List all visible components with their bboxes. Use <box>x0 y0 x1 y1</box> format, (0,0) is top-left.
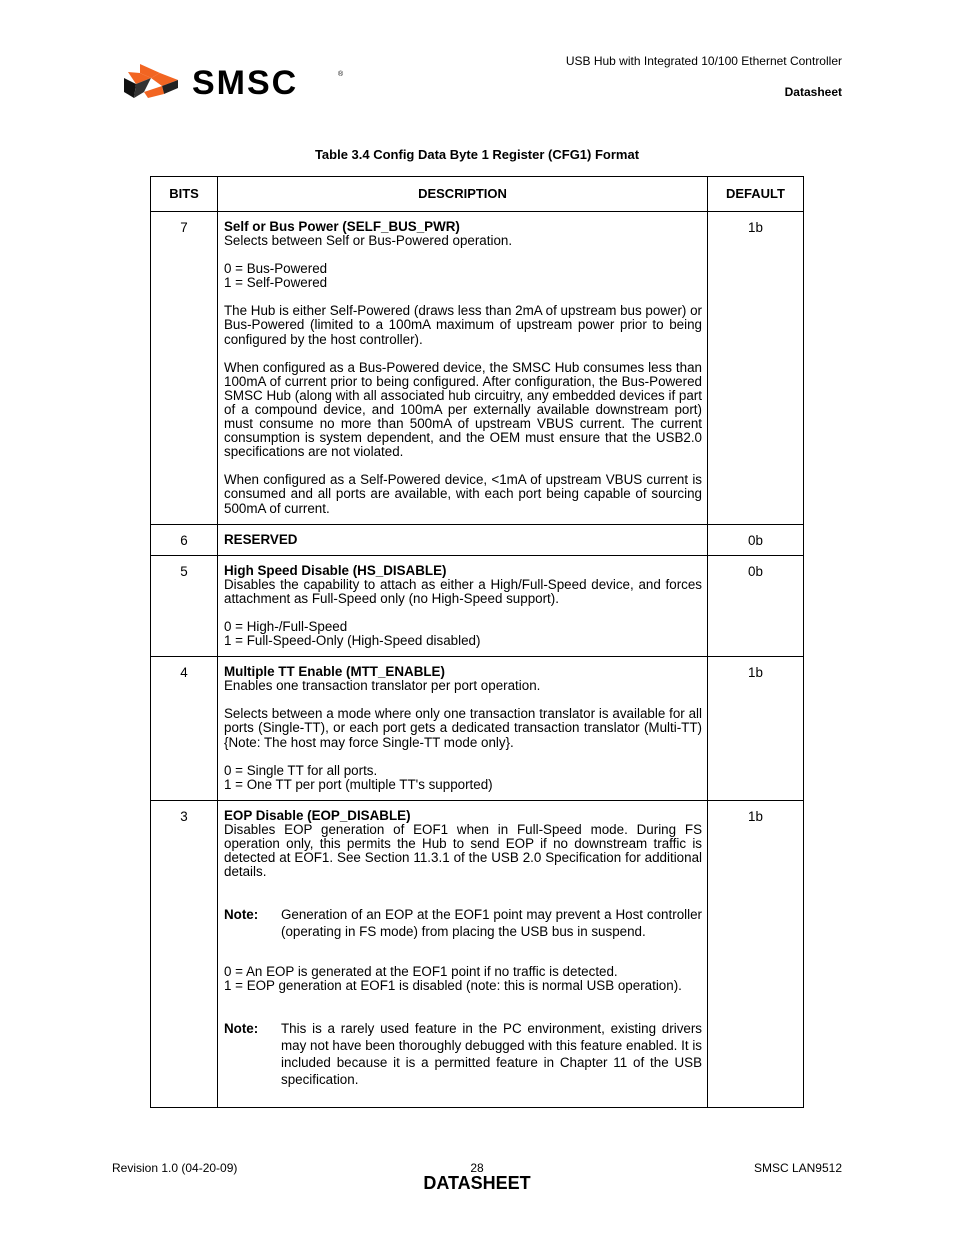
field-summary: Disables EOP generation of EOF1 when in Full-Speed mode. During FS operation only, this permits the Hub to send EOP if no downstream traffic is detected at EOF1. See Section 11.3.1 of the USB 2.0 Specification for additional details. <box>224 821 702 880</box>
field-value: 0 = High-/Full-Speed <box>224 618 348 634</box>
field-value: 1 = Self-Powered <box>224 275 328 291</box>
note-block <box>224 1020 702 1088</box>
note-label: Note: <box>224 907 259 923</box>
table-row <box>151 657 804 801</box>
table-row <box>151 212 804 525</box>
smsc-logo <box>122 62 348 102</box>
field-value: 1 = Full-Speed-Only (High-Speed disabled) <box>224 633 481 649</box>
bits-cell: 6 <box>151 524 218 555</box>
footer-doc-type: DATASHEET <box>423 1173 531 1193</box>
field-paragraph: When configured as a Bus-Powered device, the SMSC Hub consumes less than 100mA of current prior to being configured. After configuration, the Bus-Powered SMSC Hub (along with all associated hub circuitry, any embedded devices if part of a compound device, and 100mA per externally available downstream port) must consume no more than 500mA of upstream VBUS current. The current consumption is system dependent, and the OEM must ensure that the USB2.0 specifications are not violated. <box>224 359 702 460</box>
field-summary: Enables one transaction translator per port operation. <box>224 678 541 694</box>
table-header-row <box>151 177 804 212</box>
svg-text:®: ® <box>338 71 344 78</box>
bits-cell: 5 <box>151 555 218 656</box>
table-row <box>151 800 804 1108</box>
note-block <box>224 906 702 940</box>
table-row <box>151 555 804 656</box>
description-cell <box>218 657 708 801</box>
field-paragraph: Selects between a mode where only one transaction translator is available for all ports (Single-TT), or each port gets a dedicated transaction translator (Multi-TT) {Note: The host may force Single-TT mode only}. <box>224 706 702 750</box>
header-bits: BITS <box>151 177 218 212</box>
field-title: Multiple TT Enable (MTT_ENABLE) <box>224 664 445 680</box>
bits-cell: 4 <box>151 657 218 801</box>
note-text: Generation of an EOP at the EOF1 point may prevent a Host controller (operating in FS mode) from placing the USB bus in suspend. <box>281 907 702 940</box>
field-title: RESERVED <box>224 531 298 547</box>
field-value: 0 = Single TT for all ports. <box>224 762 378 778</box>
field-summary: Selects between Self or Bus-Powered operation. <box>224 233 513 249</box>
bits-cell: 7 <box>151 212 218 525</box>
description-cell <box>218 800 708 1108</box>
cfg1-register-table <box>150 176 804 1108</box>
footer-revision: Revision 1.0 (04-20-09) <box>112 1161 238 1175</box>
description-cell <box>218 555 708 656</box>
header-description: DESCRIPTION <box>218 177 708 212</box>
field-title: High Speed Disable (HS_DISABLE) <box>224 562 447 578</box>
header-doc-title: USB Hub with Integrated 10/100 Ethernet Controller <box>565 54 842 68</box>
default-cell: 0b <box>708 555 804 656</box>
note-label: Note: <box>224 1021 259 1037</box>
description-cell <box>218 212 708 525</box>
header-default: DEFAULT <box>708 177 804 212</box>
note-text: This is a rarely used feature in the PC environment, existing drivers may not have been thoroughly debugged with this feature enabled. It is included because it is a permitted feature in Chapter 11 of the USB specification. <box>281 1021 702 1088</box>
field-paragraph: The Hub is either Self-Powered (draws less than 2mA of upstream bus power) or Bus-Powered (limited to a 100mA maximum of upstream power prior to being configured by the host controller). <box>224 303 702 347</box>
field-value: 1 = One TT per port (multiple TT's supported) <box>224 776 493 792</box>
table-caption: Table 3.4 Config Data Byte 1 Register (CFG1) Format <box>314 147 640 162</box>
field-title: EOP Disable (EOP_DISABLE) <box>224 807 411 823</box>
field-paragraph: When configured as a Self-Powered device, <1mA of upstream VBUS current is consumed and all ports are available, with each port being capable of sourcing 500mA of current. <box>224 472 702 516</box>
default-cell: 1b <box>708 800 804 1108</box>
default-cell: 1b <box>708 212 804 525</box>
default-cell: 0b <box>708 524 804 555</box>
description-cell <box>218 524 708 555</box>
smsc-logo-mark <box>124 64 178 98</box>
field-title: Self or Bus Power (SELF_BUS_PWR) <box>224 219 460 234</box>
field-summary: Disables the capability to attach as either a High/Full-Speed device, and forces attachment as Full-Speed only (no High-Speed support). <box>224 576 702 606</box>
smsc-logo-text: SMSC <box>192 64 299 102</box>
bits-cell: 3 <box>151 800 218 1108</box>
footer-part-number: SMSC LAN9512 <box>753 1161 842 1175</box>
field-value: 0 = An EOP is generated at the EOF1 point if no traffic is detected. <box>224 964 618 980</box>
field-value: 0 = Bus-Powered <box>224 261 328 277</box>
footer-page-number: 28 <box>470 1161 484 1175</box>
default-cell: 1b <box>708 657 804 801</box>
table-row <box>151 524 804 555</box>
header-doc-type: Datasheet <box>784 85 842 99</box>
field-value: 1 = EOP generation at EOF1 is disabled (note: this is normal USB operation). <box>224 978 682 994</box>
